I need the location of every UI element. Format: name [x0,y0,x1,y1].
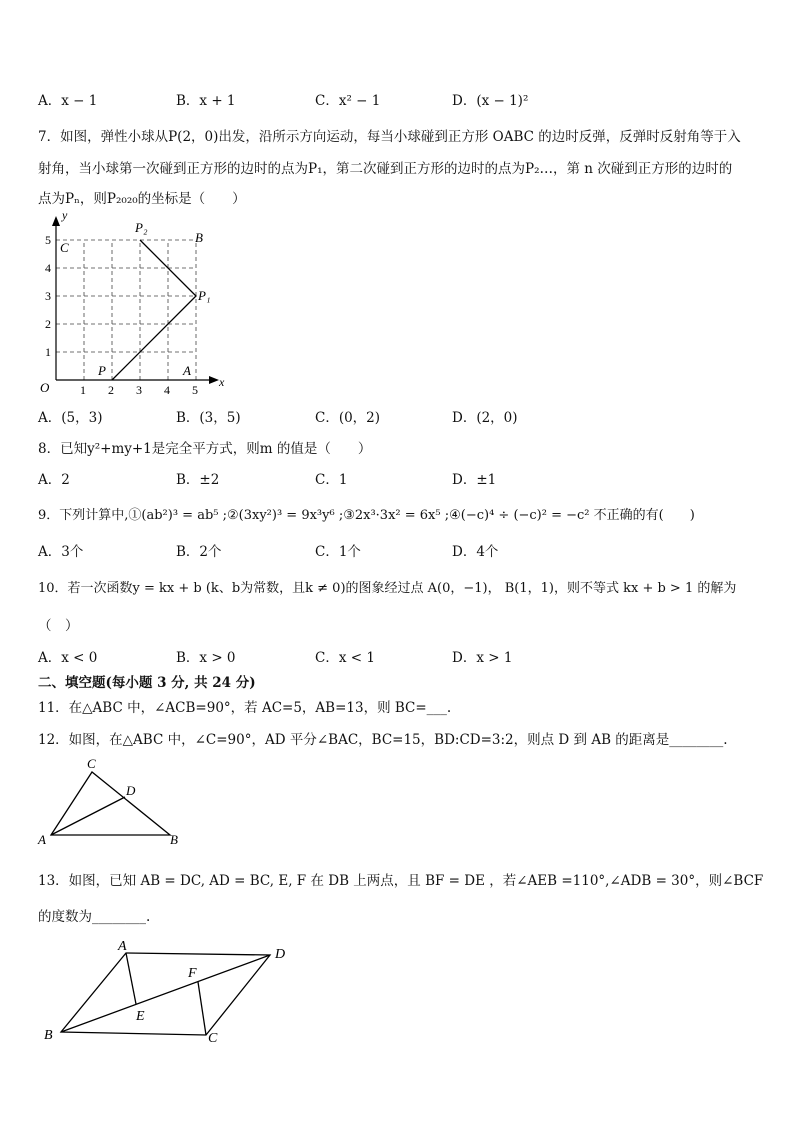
q7-ytick-4: 4 [45,261,51,275]
q8-option-d: D．±1 [452,472,497,488]
q7-option-b: B．(3，5) [176,410,241,426]
q12-label-b: B [170,832,178,847]
q12-label-a: A [38,832,46,847]
q7-option-a: A．(5，3) [38,410,103,426]
q7-x-label: x [219,375,225,389]
q9-stem: 9．下列计算中,①(ab²)³ = ab⁵ ;②(3xy²)³ = 9x³y⁶ ;③2x³·3x² = 6x⁵ ;④(−c)⁴ ÷ (−c)² = −c² 不正确的有( ) [38,508,695,523]
q6-option-c: C．x² − 1 [315,93,381,109]
q13-line1: 13．如图，已知 AB = DC, AD = BC, E, F 在 DB 上两点，且 BF = DE ，若∠AEB =110°,∠ADB = 30°，则∠BCF [38,873,764,889]
q13-label-d: D [275,947,286,962]
q10-option-a: A．x < 0 [38,650,98,666]
q7-point-c: C [60,240,69,255]
q13-label-a: A [118,939,127,954]
q8-option-c: C．1 [315,472,348,488]
q7-ytick-2: 2 [45,317,51,331]
q6-option-a: A．x − 1 [38,93,98,109]
q7-option-d: D．(2，0) [452,410,518,426]
q13-segment-ae [126,953,136,1004]
q7-ytick-1: 1 [45,345,51,359]
q13-segment-cf [198,982,206,1035]
q12-label-c: C [87,756,96,771]
q7-stem-line2: 射角，当小球第一次碰到正方形的边时的点为P₁，第二次碰到正方形的边时的点为P₂…，第 n 次碰到正方形的边时的 [38,161,733,177]
q10-option-d: D．x > 1 [452,650,513,666]
q13-label-e: E [136,1009,145,1024]
q7-point-p1: P₁ [198,288,211,303]
q13-line2: 的度数为________. [38,909,151,925]
q7-xtick-2: 2 [108,383,114,397]
q7-ytick-3: 3 [45,289,51,303]
q7-stem-line1: 7．如图，弹性小球从P(2，0)出发，沿所示方向运动，每当小球碰到正方形 OABC 的边时反弹，反弹时反射角等于入 [38,129,741,145]
q7-option-c: C．(0，2) [315,410,381,426]
q7-y-arrow [52,216,60,226]
q11-text: 11．在△ABC 中，∠ACB=90°，若 AC=5，AB=13，则 BC=___. [38,700,452,716]
q7-point-p2: P₂ [135,220,148,235]
q12-figure [30,752,190,852]
q13-label-f: F [188,966,197,981]
q7-xtick-5: 5 [192,383,198,397]
q7-point-b: B [195,230,203,245]
q7-xtick-4: 4 [164,383,170,397]
q8-option-b: B．±2 [176,472,220,488]
q13-figure [38,932,298,1052]
q7-xtick-1: 1 [80,383,86,397]
q9-option-b: B．2个 [176,544,222,560]
q7-y-label: y [62,210,68,222]
q7-origin-label: O [40,380,50,395]
q7-x-arrow [209,376,219,384]
q12-bisector-ad [51,797,125,835]
section-2-title: 二、填空题(每小题 3 分, 共 24 分) [38,675,256,691]
q7-ytick-5: 5 [45,233,51,247]
q7-stem-line3: 点为Pₙ，则P₂₀₂₀的坐标是（ ） [38,191,246,207]
q9-option-a: A．3个 [38,544,84,560]
q13-label-b: B [44,1028,53,1043]
q7-grid [56,240,196,380]
q7-point-p: P [98,363,106,378]
q9-option-d: D．4个 [452,544,499,560]
q7-point-a: A [183,363,191,378]
q7-xtick-3: 3 [136,383,142,397]
q12-label-d: D [126,783,136,798]
q9-option-c: C．1个 [315,544,361,560]
q8-option-a: A．2 [38,472,70,488]
q6-option-d: D．(x − 1)² [452,93,529,109]
q10-option-c: C．x < 1 [315,650,375,666]
q8-stem: 8．已知y²+my+1是完全平方式，则m 的值是（ ） [38,441,372,457]
q7-figure [35,210,235,400]
q12-text: 12．如图，在△ABC 中，∠C=90°，AD 平分∠BAC，BC=15，BD:CD=3:2，则点 D 到 AB 的距离是________. [38,732,728,748]
q7-ball-path [112,240,196,380]
q10-paren: （ ） [38,618,79,634]
q10-stem: 10．若一次函数y = kx + b (k、b为常数，且k ≠ 0)的图象经过点 A(0，−1)， B(1，1)，则不等式 kx + b > 1 的解为 [38,581,737,596]
q13-label-c: C [208,1031,218,1046]
q6-option-b: B．x + 1 [176,93,236,109]
q10-option-b: B．x > 0 [176,650,236,666]
